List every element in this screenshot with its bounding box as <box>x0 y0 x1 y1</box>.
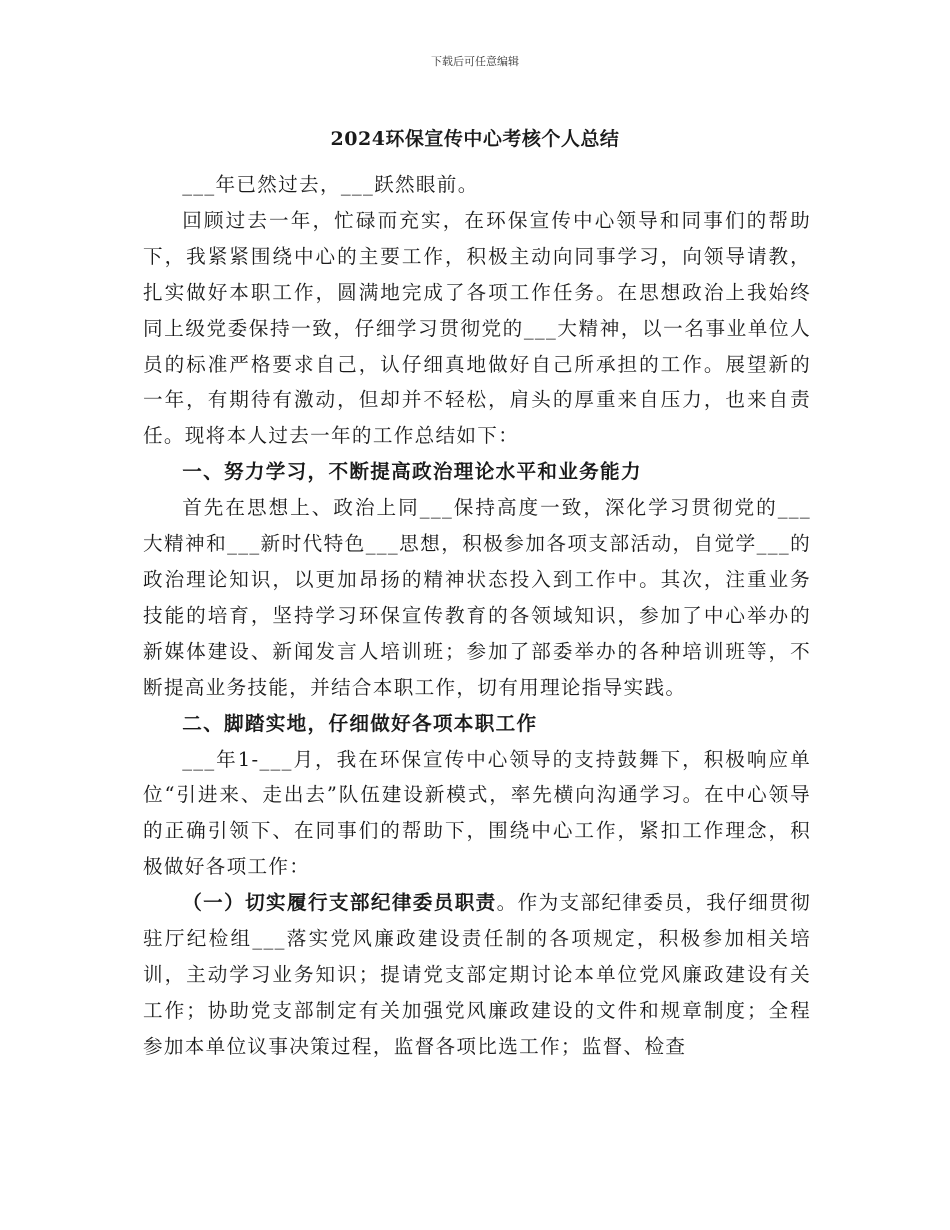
document-body <box>143 167 811 1065</box>
paragraph-work: ___年1-___月，我在环保宣传中心领导的支持鼓舞下，积极响应单位“引进来、走出去”队伍建设新模式，率先横向沟通学习。在中心领导的正确引领下、在同事们的帮助下，围绕中心工作，紧扣工作理念，积极做好各项工作： <box>143 747 811 879</box>
header-note: 下载后可任意编辑 <box>431 55 519 68</box>
section-heading-1: 一、努力学习，不断提高政治理论水平和业务能力 <box>182 460 642 484</box>
document-title: 2024环保宣传中心考核个人总结 <box>330 128 620 150</box>
paragraph-review: 回顾过去一年，忙碌而充实，在环保宣传中心领导和同事们的帮助下，我紧紧围绕中心的主要工作，积极主动向同事学习，向领导请教，扎实做好本职工作，圆满地完成了各项工作任务。在思想政治上我始终同上级党委保持一致，仔细学习贯彻党的___大精神，以一名事业单位人员的标准严格要求自己，认仔细真地做好自己所承担的工作。展望新的一年，有期待有激动，但却并不轻松，肩头的厚重来自压力，也来自责任。现将本人过去一年的工作总结如下： <box>143 208 811 448</box>
paragraph-discipline <box>143 885 811 1065</box>
section-heading-2: 二、脚踏实地，仔细做好各项本职工作 <box>182 711 538 735</box>
paragraph-study: 首先在思想上、政治上同___保持高度一致，深化学习贯彻党的___大精神和___新时代特色___思想，积极参加各项支部活动，自觉学___的政治理论知识，以更加昂扬的精神状态投入到工作中。其次，注重业务技能的培育，坚持学习环保宣传教育的各领域知识，参加了中心举办的新媒体建设、新闻发言人培训班；参加了部委举办的各种培训班等，不断提高业务技能，并结合本职工作，切有用理论指导实践。 <box>143 496 811 699</box>
paragraph-intro: ___年已然过去，___跃然眼前。 <box>182 173 479 196</box>
subsection-heading-1: （一）切实履行支部纪律委员职责 <box>182 891 497 915</box>
paragraph-discipline-text: 。作为支部纪律委员，我仔细贯彻驻厅纪检组___落实党风廉政建设责任制的各项规定，积极参加相关培训，主动学习业务知识；提请党支部定期讨论本单位党风廉政建设有关工作；协助党支部制定有关加强党风廉政建设的文件和规章制度；全程参加本单位议事决策过程，监督各项比选工作；监督、检查 <box>143 891 812 1058</box>
